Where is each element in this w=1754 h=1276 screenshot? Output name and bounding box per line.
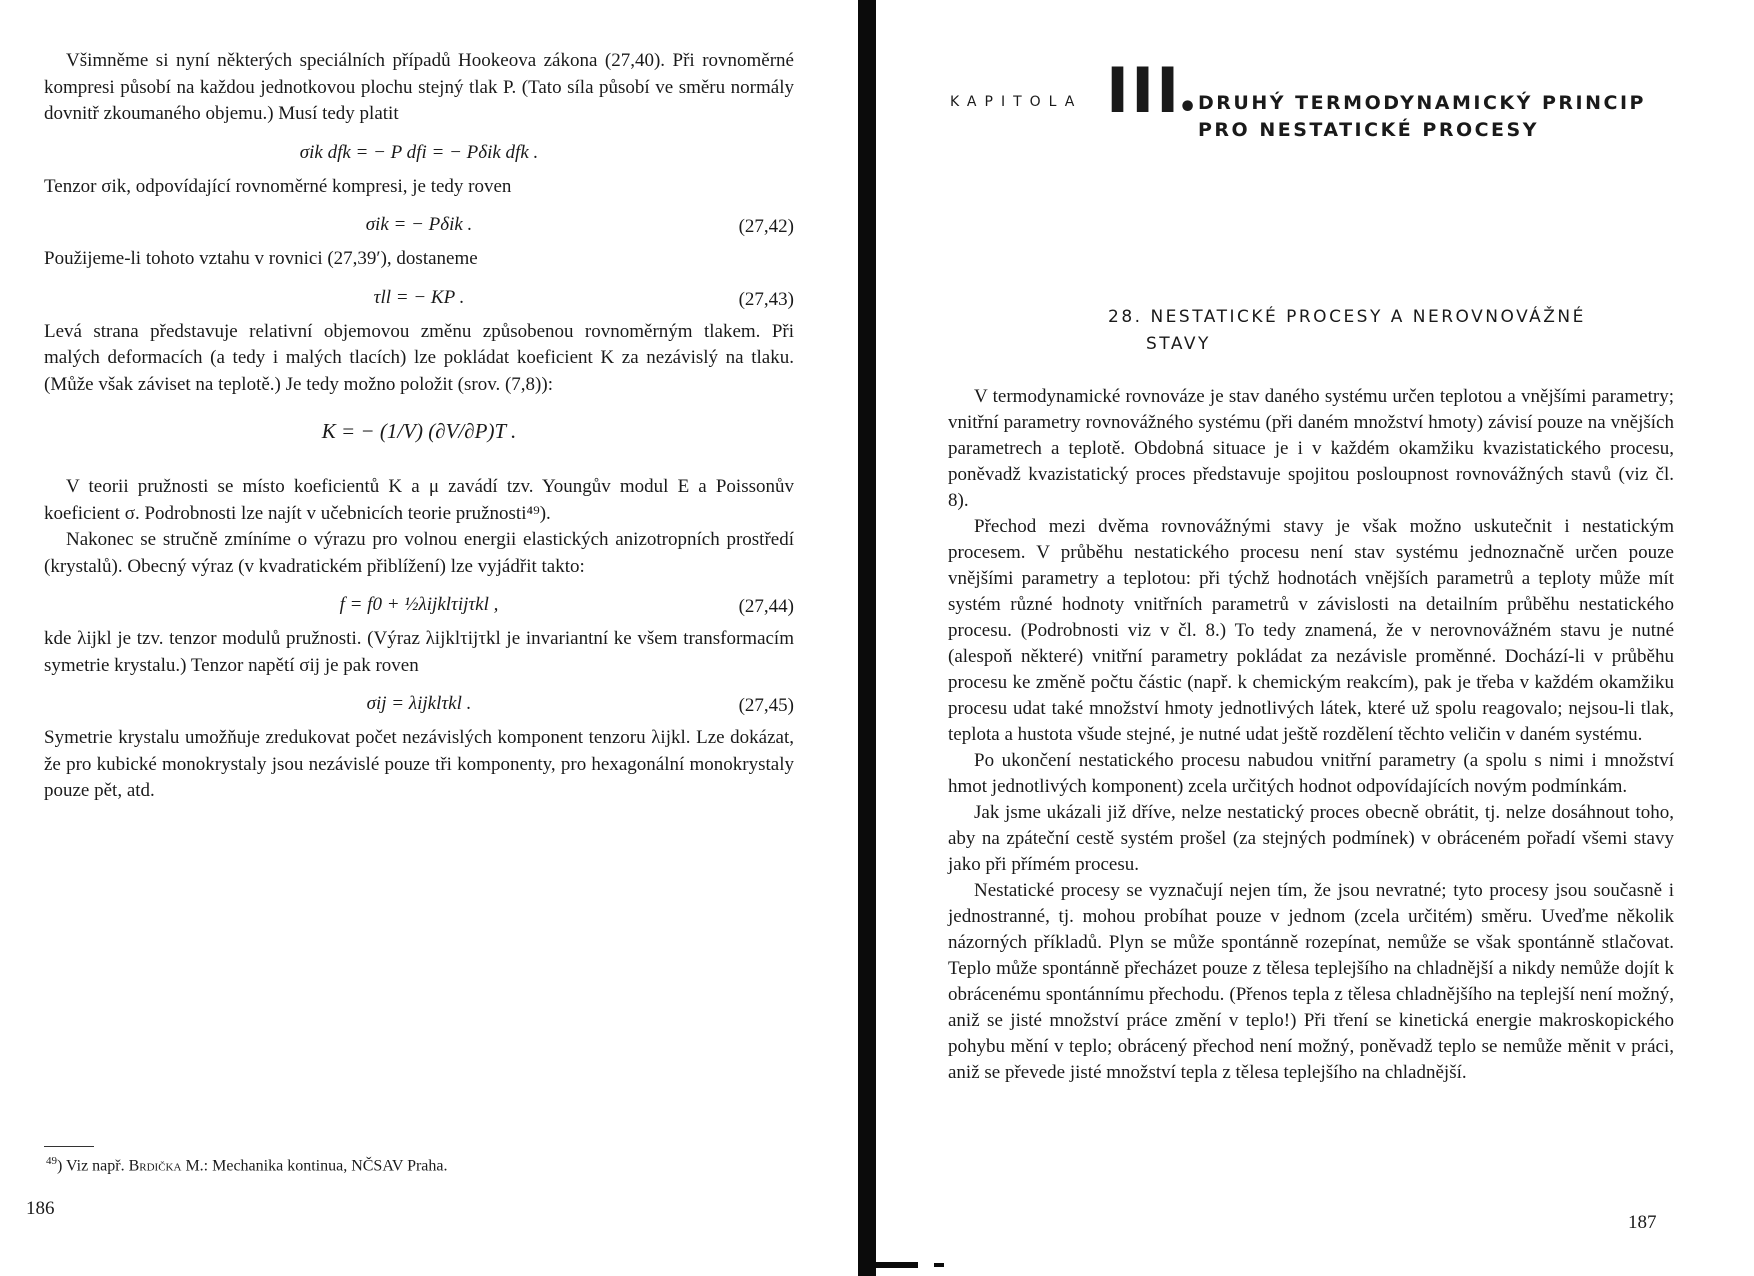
equation	[44, 398, 794, 474]
footnote-post: M.: Mechanika kontinua, NČSAV Praha.	[181, 1157, 448, 1175]
footnote	[46, 1150, 766, 1177]
equation	[44, 128, 794, 174]
equation	[44, 580, 794, 626]
equation-number: (27,42)	[738, 216, 794, 237]
equation-formula: σik dfk = − P dfi = − Pδik dfk .	[299, 141, 539, 163]
paragraph: V teorii pružnosti se místo koeficientů K a μ zavádí tzv. Youngův modul E a Poissonův koeficient σ. Podrobnosti lze najít v učebnicích teorie pružnosti⁴⁹).	[44, 476, 794, 524]
paragraph: Přechod mezi dvěma rovnovážnými stavy je však možno uskutečnit i nestatickým procesem. V průběhu nestatického procesu není stav systému jednoznačně určen pouze vnějšími parametry a teplotou: při týchž hodnotách vnějších parametrů a teploty může mít systém různé hodnoty vnitřních parametrů v závislosti na detailním průběhu nestatického procesu. (Podrobnosti viz v čl. 8.) To tedy znamená, že v nerovnovážném stavu je nutné (alespoň některé) vnitřní parametry pokládat za nezávisle proměnné. Dochází-li v průběhu procesu ke změně počtu částic (např. k chemickým reakcím), pak je třeba v každém okamžiku procesu udat také množství hmoty jednotlivých látek, které už spolu reagovalo; nejsou-li tlak, teplota a hustota všude stejné, je nutné udat ještě rozdělení těchto veličin v daném systému.	[948, 516, 1674, 745]
left-body	[44, 48, 794, 805]
chapter-bullet-icon: •	[1178, 90, 1198, 125]
equation	[44, 273, 794, 319]
chapter-title-line: PRO NESTATICKÉ PROCESY	[1198, 119, 1539, 141]
paragraph: Tenzor σik, odpovídající rovnoměrné kompresi, je tedy roven	[44, 175, 512, 197]
equation-number: (27,43)	[738, 288, 794, 310]
equation	[44, 200, 794, 246]
footnote-author: Brdička	[128, 1157, 182, 1175]
paragraph: Symetrie krystalu umožňuje zredukovat počet nezávislých komponent tenzoru λijkl. Lze dokázat, že pro kubické monokrystaly jsou nezávislé pouze tři komponenty, pro hexagonální monokrystaly pouze pět, atd.	[44, 727, 794, 801]
equation-formula: σik = − Pδik .	[365, 214, 473, 235]
chapter-title	[1198, 90, 1646, 144]
equation-formula: f = f0 + ½λijklτijτkl ,	[339, 594, 499, 615]
footnote-rule	[44, 1146, 94, 1147]
book-gutter	[858, 0, 876, 1276]
section-title-line: 28. NESTATICKÉ PROCESY A NEROVNOVÁŽNÉ	[1108, 307, 1586, 327]
chapter-title-line: DRUHÝ TERMODYNAMICKÝ PRINCIP	[1198, 92, 1646, 114]
paragraph: Po ukončení nestatického procesu nabudou vnitřní parametry (a spolu s nimi i množství hmot jednotlivých komponent) zcela určitých hodnot odpovídajících novým podmínkám.	[948, 750, 1674, 797]
paragraph: V termodynamické rovnováze je stav daného systému určen teplotou a vnějšími parametry; vnitřní parametry rovnovážného systému (při daném množství hmoty) závisí pouze na vnějších parametrech a teplotě. Obdobná situace je i v každém okamžiku kvazistatického procesu, poněvadž kvazistatický proces představuje spojitou posloupnost rovnovážných stavů (viz čl. 8).	[948, 386, 1674, 511]
section-heading	[1108, 304, 1668, 358]
paragraph: Nestatické procesy se vyznačují nejen tím, že jsou nevratné; tyto procesy jsou současně i jednostranné, tj. mohou probíhat pouze v jednom (zcela určitém) směru. Uveďme několik názorných příkladů. Plyn se může spontánně rozepínat, nemůže se však spontánně stlačovat. Teplo může spontánně přecházet pouze z tělesa teplejšího na chladnější a nikdy nemůže dojít k obrácenému spontánnímu přechodu. (Přenos tepla z tělesa chladnějšího na teplejší není možný, aniž se jisté množství práce změní v teplo!) Při tření se kinetická energie makroskopického pohybu mění v teplo; obrácený přechod není možný, poněvadž teplo se nemůže měnit v práci, aniž se převede jisté množství tepla z tělesa teplejšího na chladnější.	[948, 880, 1674, 1083]
equation-number: (27,44)	[738, 596, 794, 617]
right-page	[876, 0, 1754, 1276]
right-body	[948, 384, 1674, 1086]
paragraph: Nakonec se stručně zmíníme o výrazu pro volnou energii elastických anizotropních prostředí (krystalů). Obecný výraz (v kvadratickém přiblížení) lze vyjádřit takto:	[44, 529, 794, 577]
paragraph: Jak jsme ukázali již dříve, nelze nestatický proces obecně obrátit, tj. nelze dosáhnout toho, aby na zpáteční cestě systém prošel (za stejných podmínek) v obráceném pořadí všemi stavy jako při přímém procesu.	[948, 802, 1674, 875]
page-number-right: 187	[1628, 1212, 1657, 1233]
paragraph: Levá strana představuje relativní objemovou změnu způsobenou rovnoměrným tlakem. Při malých deformacích (a tedy i malých tlacích) lze pokládat koeficient K za nezávislý na tlaku. (Může však záviset na teplotě.) Je tedy možno položit (srov. (7,8)):	[44, 320, 794, 395]
left-page	[0, 0, 860, 1276]
paragraph: Všimněme si nyní některých speciálních případů Hookeova zákona (27,40). Při rovnoměrné kompresi působí na každou jednotkovou plochu stejný tlak P. (Tato síla působí ve směru normály dovnitř zkoumaného objemu.) Musí tedy platit	[44, 50, 794, 124]
page-number-left: 186	[26, 1198, 55, 1219]
equation-formula: K = − (1/V) (∂V/∂P)T .	[321, 419, 517, 443]
equation-formula: σij = λijklτkl .	[366, 693, 472, 714]
section-title-line: STAVY	[1146, 334, 1211, 354]
equation	[44, 679, 794, 725]
footnote-mark: 49	[46, 1155, 57, 1167]
chapter-number: III	[1106, 54, 1182, 127]
equation-formula: τll = − KP .	[373, 286, 465, 308]
paragraph: kde λijkl je tzv. tenzor modulů pružnosti. (Výraz λijklτijτkl je invariantní ke všem transformacím symetrie krystalu.) Tenzor napětí σij je pak roven	[44, 628, 794, 676]
paragraph: Použijeme-li tohoto vztahu v rovnici (27,39′), dostaneme	[44, 248, 478, 269]
chapter-label: KAPITOLA	[950, 94, 1083, 110]
equation-number: (27,45)	[738, 695, 794, 716]
footnote-pre: ) Viz např.	[57, 1157, 129, 1175]
